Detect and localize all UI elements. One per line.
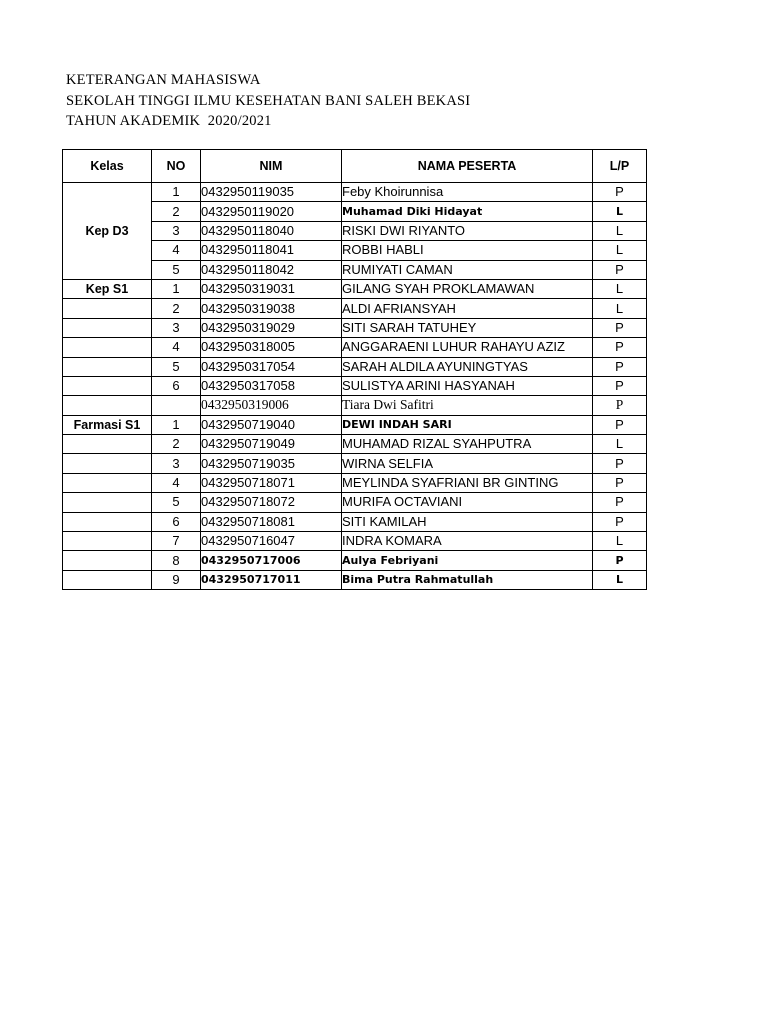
column-header-nim: NIM <box>201 150 342 183</box>
student-roster-table <box>62 149 647 590</box>
row-nama: SITI KAMILAH <box>342 512 593 531</box>
class-cell-farmasi-s1: Farmasi S1 <box>63 415 152 434</box>
table-row <box>63 570 647 589</box>
row-lp: P <box>593 376 647 395</box>
table-row <box>63 396 647 415</box>
class-cell-empty <box>63 512 152 531</box>
row-lp: P <box>593 318 647 337</box>
row-nama: SARAH ALDILA AYUNINGTYAS <box>342 357 593 376</box>
row-nim: 0432950719035 <box>201 454 342 473</box>
row-nim: 0432950718071 <box>201 473 342 492</box>
row-lp: L <box>593 241 647 260</box>
row-lp: L <box>593 279 647 298</box>
class-cell-kep-d3: Kep D3 <box>63 183 152 280</box>
row-nim: 0432950718081 <box>201 512 342 531</box>
row-nama: SITI SARAH TATUHEY <box>342 318 593 337</box>
row-nama: ANGGARAENI LUHUR RAHAYU AZIZ <box>342 338 593 357</box>
table-row <box>63 551 647 570</box>
row-nama: DEWI INDAH SARI <box>342 415 593 434</box>
table-header-row <box>63 150 647 183</box>
row-nim: 0432950319029 <box>201 318 342 337</box>
row-no: 2 <box>152 435 201 454</box>
table-row <box>63 318 647 337</box>
table-row <box>63 299 647 318</box>
table-row <box>63 279 647 298</box>
row-nim: 0432950118041 <box>201 241 342 260</box>
row-lp: L <box>593 532 647 551</box>
row-lp: P <box>593 493 647 512</box>
row-no: 5 <box>152 357 201 376</box>
row-nim: 0432950719040 <box>201 415 342 434</box>
row-nama: GILANG SYAH PROKLAMAWAN <box>342 279 593 298</box>
class-cell-empty <box>63 473 152 492</box>
row-nama: Muhamad Diki Hidayat <box>342 202 593 221</box>
row-no: 1 <box>152 415 201 434</box>
table-row <box>63 454 647 473</box>
row-lp: L <box>593 435 647 454</box>
row-nama: Aulya Febriyani <box>342 551 593 570</box>
row-no: 1 <box>152 183 201 202</box>
row-no: 2 <box>152 202 201 221</box>
row-nama: ROBBI HABLI <box>342 241 593 260</box>
row-nim: 0432950718072 <box>201 493 342 512</box>
row-lp: L <box>593 299 647 318</box>
row-no: 4 <box>152 241 201 260</box>
row-no: 3 <box>152 221 201 240</box>
document-heading <box>66 70 470 132</box>
table-row <box>63 493 647 512</box>
row-nim: 0432950318005 <box>201 338 342 357</box>
row-no: 4 <box>152 338 201 357</box>
row-no: 3 <box>152 454 201 473</box>
class-cell-empty <box>63 532 152 551</box>
row-lp: P <box>593 357 647 376</box>
class-cell-empty <box>63 318 152 337</box>
row-nim: 0432950716047 <box>201 532 342 551</box>
row-lp: P <box>593 183 647 202</box>
row-lp: P <box>593 473 647 492</box>
row-nama: RISKI DWI RIYANTO <box>342 221 593 240</box>
row-no <box>152 396 201 415</box>
row-no: 6 <box>152 376 201 395</box>
column-header-nama: NAMA PESERTA <box>342 150 593 183</box>
row-lp: P <box>593 415 647 434</box>
table-row <box>63 512 647 531</box>
table-row <box>63 357 647 376</box>
row-no: 8 <box>152 551 201 570</box>
row-nama: MUHAMAD RIZAL SYAHPUTRA <box>342 435 593 454</box>
row-no: 9 <box>152 570 201 589</box>
row-no: 1 <box>152 279 201 298</box>
class-cell-empty <box>63 570 152 589</box>
column-header-lp: L/P <box>593 150 647 183</box>
table-row <box>63 376 647 395</box>
row-nama: Bima Putra Rahmatullah <box>342 570 593 589</box>
row-lp: P <box>593 551 647 570</box>
row-nama: MURIFA OCTAVIANI <box>342 493 593 512</box>
row-no: 2 <box>152 299 201 318</box>
row-nama: Tiara Dwi Safitri <box>342 396 593 415</box>
table-row <box>63 183 647 202</box>
table-body <box>63 183 647 590</box>
table-row <box>63 532 647 551</box>
row-nama: Feby Khoirunnisa <box>342 183 593 202</box>
row-nim: 0432950118040 <box>201 221 342 240</box>
row-no: 6 <box>152 512 201 531</box>
class-cell-empty <box>63 357 152 376</box>
class-cell-empty <box>63 493 152 512</box>
class-cell-empty <box>63 551 152 570</box>
heading-title: KETERANGAN MAHASISWA <box>66 72 261 88</box>
row-lp: L <box>593 221 647 240</box>
row-nim: 0432950319031 <box>201 279 342 298</box>
row-nama: INDRA KOMARA <box>342 532 593 551</box>
row-nim: 0432950319006 <box>201 396 342 415</box>
row-no: 5 <box>152 260 201 279</box>
column-header-kelas: Kelas <box>63 150 152 183</box>
row-nim: 0432950717006 <box>201 551 342 570</box>
class-cell-empty <box>63 454 152 473</box>
row-no: 4 <box>152 473 201 492</box>
row-lp: P <box>593 454 647 473</box>
row-no: 5 <box>152 493 201 512</box>
class-cell-empty <box>63 376 152 395</box>
row-lp: P <box>593 396 647 415</box>
row-no: 7 <box>152 532 201 551</box>
row-lp: P <box>593 338 647 357</box>
class-cell-empty <box>63 396 152 415</box>
row-nim: 0432950118042 <box>201 260 342 279</box>
table-row <box>63 473 647 492</box>
row-nama: MEYLINDA SYAFRIANI BR GINTING <box>342 473 593 492</box>
row-no: 3 <box>152 318 201 337</box>
table-row <box>63 435 647 454</box>
column-header-no: NO <box>152 150 201 183</box>
row-nim: 0432950119020 <box>201 202 342 221</box>
row-nama: WIRNA SELFIA <box>342 454 593 473</box>
row-lp: P <box>593 260 647 279</box>
row-nim: 0432950317054 <box>201 357 342 376</box>
row-nim: 0432950719049 <box>201 435 342 454</box>
class-cell-empty <box>63 338 152 357</box>
row-nama: ALDI AFRIANSYAH <box>342 299 593 318</box>
row-lp: P <box>593 512 647 531</box>
row-lp: L <box>593 570 647 589</box>
row-nama: SULISTYA ARINI HASYANAH <box>342 376 593 395</box>
table-row <box>63 338 647 357</box>
row-nim: 0432950717011 <box>201 570 342 589</box>
row-nim: 0432950317058 <box>201 376 342 395</box>
row-nim: 0432950319038 <box>201 299 342 318</box>
class-cell-kep-s1: Kep S1 <box>63 279 152 298</box>
row-nim: 0432950119035 <box>201 183 342 202</box>
row-nama: RUMIYATI CAMAN <box>342 260 593 279</box>
heading-academic-year: TAHUN AKADEMIK 2020/2021 <box>66 113 272 129</box>
class-cell-empty <box>63 435 152 454</box>
class-cell-empty <box>63 299 152 318</box>
row-lp: L <box>593 202 647 221</box>
table-row <box>63 415 647 434</box>
heading-institution: SEKOLAH TINGGI ILMU KESEHATAN BANI SALEH BEKASI <box>66 92 471 109</box>
